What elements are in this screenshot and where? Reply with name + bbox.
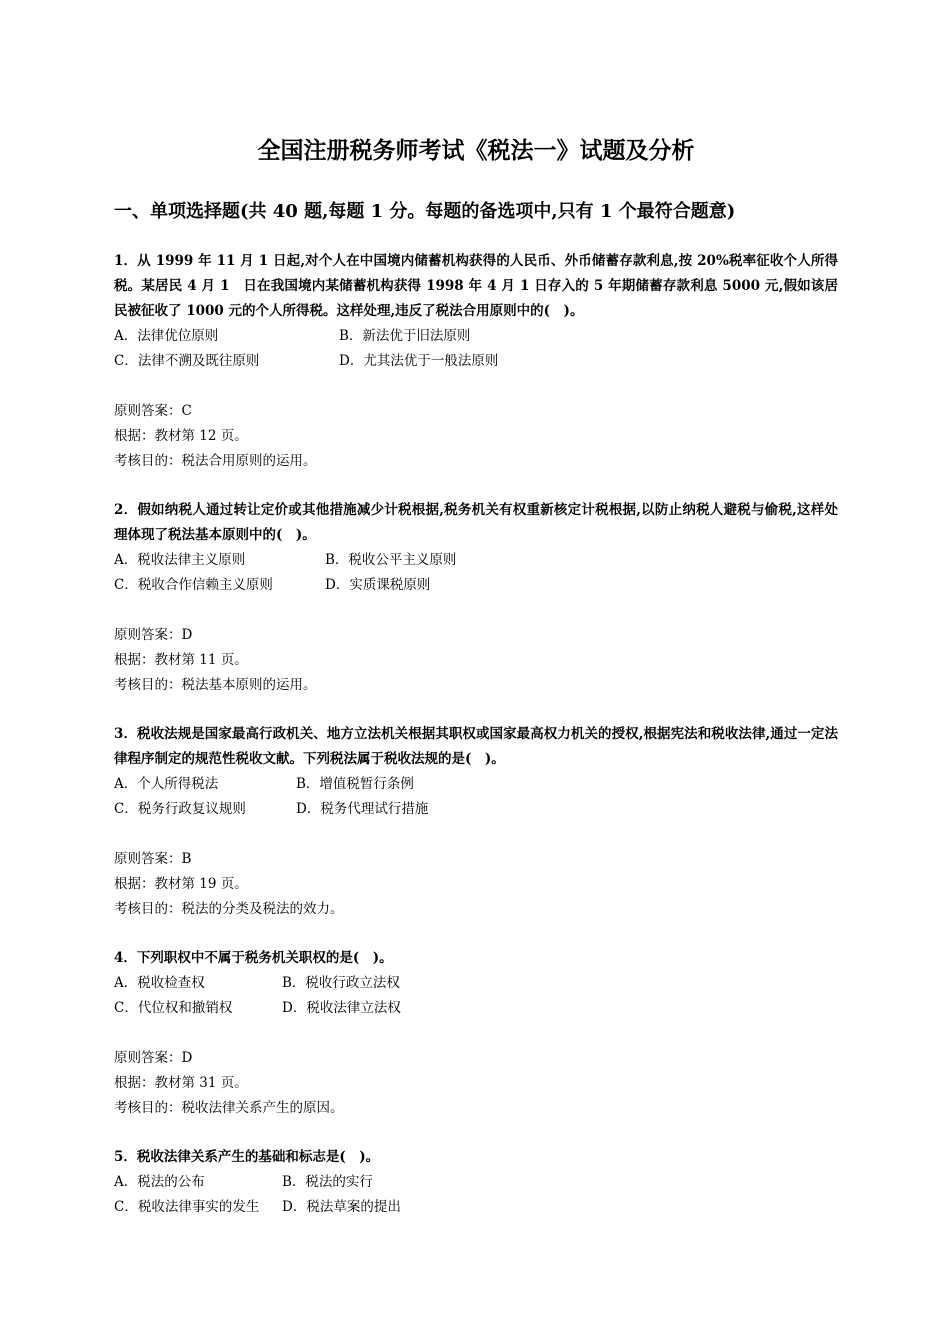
- question-stem: 3．税收法规是国家最高行政机关、地方立法机关根据其职权或国家最高权力机关的授权,根据宪法和税收法律,通过一定法律程序制定的规范性税收文献。下列税法属于税收法规的是( )。: [114, 726, 838, 767]
- basis-line: 根据：教材第 19 页。: [114, 876, 248, 892]
- question-stem: 4．下列职权中不属于税务机关职权的是( )。: [114, 950, 393, 966]
- section-heading: 一、单项选择题(共 40 题,每题 1 分。每题的备选项中,只有 1 个最符合题意): [114, 201, 736, 222]
- option-a: A．法律优位原则: [114, 328, 219, 344]
- option-b: B．税法的实行: [282, 1174, 373, 1190]
- option-row: [114, 349, 838, 374]
- option-c: C．税收法律事实的发生: [114, 1199, 260, 1215]
- option-d: D．实质课税原则: [325, 577, 431, 593]
- question-4: [114, 946, 838, 1121]
- answer-line: 原则答案：B: [114, 851, 192, 867]
- option-b: B．税收公平主义原则: [325, 552, 457, 568]
- option-row: [114, 797, 838, 822]
- option-row: [114, 971, 838, 996]
- option-row: [114, 1195, 838, 1220]
- option-d: D．税收法律立法权: [282, 1000, 401, 1016]
- question-1: [114, 249, 838, 474]
- basis-line: 根据：教材第 11 页。: [114, 652, 248, 668]
- document-title: 全国注册税务师考试《税法一》试题及分析: [257, 137, 695, 164]
- option-row: [114, 1170, 838, 1195]
- option-row: [114, 548, 838, 573]
- option-a: A．税收检查权: [114, 975, 205, 991]
- question-stem: 2．假如纳税人通过转让定价或其他措施减少计税根据,税务机关有权重新核定计税根据,以防止纳税人避税与偷税,这样处理体现了税法基本原则中的( )。: [114, 502, 838, 543]
- purpose-line: 考核目的：税收法律关系产生的原因。: [114, 1100, 344, 1116]
- basis-line: 根据：教材第 12 页。: [114, 428, 248, 444]
- option-c: C．税收合作信赖主义原则: [114, 577, 273, 593]
- question-stem: 5．税收法律关系产生的基础和标志是( )。: [114, 1149, 380, 1165]
- option-row: [114, 573, 838, 598]
- purpose-line: 考核目的：税法合用原则的运用。: [114, 453, 317, 469]
- option-b: B．税收行政立法权: [282, 975, 400, 991]
- option-a: A．税收法律主义原则: [114, 552, 246, 568]
- question-3: [114, 722, 838, 922]
- answer-line: 原则答案：C: [114, 403, 192, 419]
- purpose-line: 考核目的：税法的分类及税法的效力。: [114, 901, 344, 917]
- option-c: C．税务行政复议规则: [114, 801, 246, 817]
- question-2: [114, 498, 838, 698]
- question-5: [114, 1145, 838, 1220]
- question-stem: 1．从 1999 年 11 月 1 日起,对个人在中国境内储蓄机构获得的人民币、外币储蓄存款利息,按 20%税率征收个人所得税。某居民 4 月 1 日在我国境内某储蓄机构获得 1998 年 4 月 1 日存入的 5 年期储蓄存款利息 5000 元,假如该居民被征收了 1000 元的个人所得税。这样处理,违反了税法合用原则中的( )。: [114, 253, 838, 319]
- option-c: C．法律不溯及既往原则: [114, 353, 260, 369]
- option-row: [114, 772, 838, 797]
- answer-line: 原则答案：D: [114, 627, 193, 643]
- option-d: D．尤其法优于一般法原则: [339, 353, 499, 369]
- option-a: A．个人所得税法: [114, 776, 219, 792]
- option-d: D．税法草案的提出: [282, 1199, 401, 1215]
- option-row: [114, 996, 838, 1021]
- purpose-line: 考核目的：税法基本原则的运用。: [114, 677, 317, 693]
- option-row: [114, 324, 838, 349]
- option-a: A．税法的公布: [114, 1174, 205, 1190]
- option-c: C．代位权和撤销权: [114, 1000, 233, 1016]
- basis-line: 根据：教材第 31 页。: [114, 1075, 248, 1091]
- answer-line: 原则答案：D: [114, 1050, 193, 1066]
- option-d: D．税务代理试行措施: [296, 801, 429, 817]
- option-b: B．增值税暂行条例: [296, 776, 414, 792]
- option-b: B．新法优于旧法原则: [339, 328, 471, 344]
